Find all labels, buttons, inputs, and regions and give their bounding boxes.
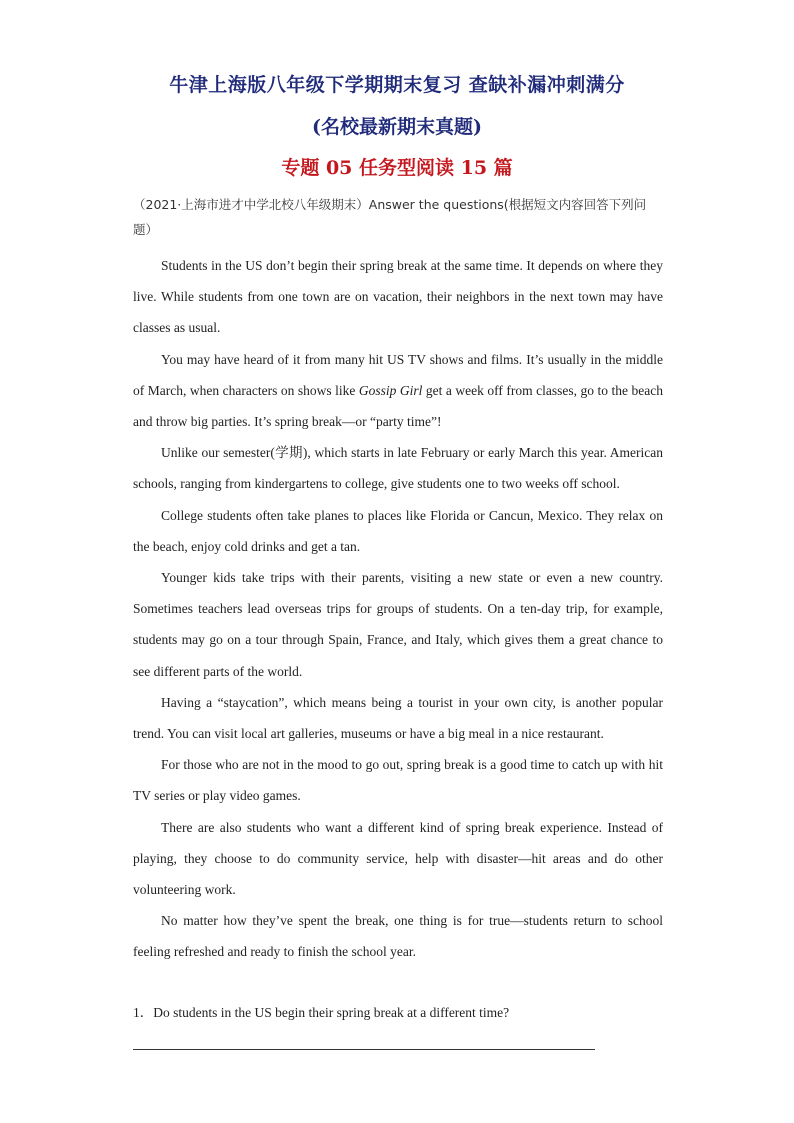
paragraph-1: Students in the US don’t begin their spring break at the same time. It depends on where they live. While students from one town are on vacation, their neighbors in the next town may have classes as usual. bbox=[133, 258, 663, 336]
paragraph-2-text-a: You may have heard of it from many hit US TV shows and films. It’s usually in the middle of March, when characters on shows like bbox=[133, 351, 663, 398]
page-title: 牛津上海版八年级下学期期末复习 查缺补漏冲刺满分 bbox=[169, 74, 625, 96]
paragraph-2 bbox=[133, 344, 663, 438]
paragraph-6: Having a “staycation”, which means being a tourist in your own city, is another popular trend. You can visit local art galleries, museums or have a big meal in a nice restaurant. bbox=[133, 694, 663, 742]
question-1: 1．Do students in the US begin their spring break at a different time? bbox=[133, 1005, 510, 1020]
paragraph-2-text-b: get a week off from classes, go to the beach and throw big parties. It’s spring break—or “party time”! bbox=[133, 382, 663, 430]
answer-line-1[interactable] bbox=[133, 1049, 595, 1050]
paragraph-4: College students often take planes to places like Florida or Cancun, Mexico. They relax on the beach, enjoy cold drinks and get a tan. bbox=[133, 507, 663, 554]
reading-passage bbox=[133, 250, 663, 968]
paragraph-3: Unlike our semester(学期), which starts in late February or early March this year. American schools, ranging from kindergartens to college, give students one to two weeks off school. bbox=[133, 445, 663, 492]
source-note: （2021·上海市进才中学北校八年级期末）Answer the questions(根据短文内容回答下列问题） bbox=[133, 197, 647, 237]
show-title-italic: Gossip Girl bbox=[358, 382, 423, 398]
section-title: 专题 05 任务型阅读 15 篇 bbox=[281, 157, 513, 179]
paragraph-7: For those who are not in the mood to go out, spring break is a good time to catch up with hit TV series or play video games. bbox=[133, 757, 663, 804]
paragraph-5: Younger kids take trips with their parents, visiting a new state or even a new country. Sometimes teachers lead overseas trips for groups of students. On a ten-day trip, for example, students may go on a tour through Spain, France, and Italy, which gives them a great chance to see different parts of the world. bbox=[133, 570, 663, 679]
paragraph-8: There are also students who want a different kind of spring break experience. Instead of playing, they choose to do community service, help with disaster—hit areas and do other volunteering work. bbox=[133, 819, 663, 898]
page-subtitle: (名校最新期末真题) bbox=[312, 116, 482, 138]
paragraph-9: No matter how they’ve spent the break, one thing is for true—students return to school feeling refreshed and ready to finish the school year. bbox=[133, 913, 663, 960]
